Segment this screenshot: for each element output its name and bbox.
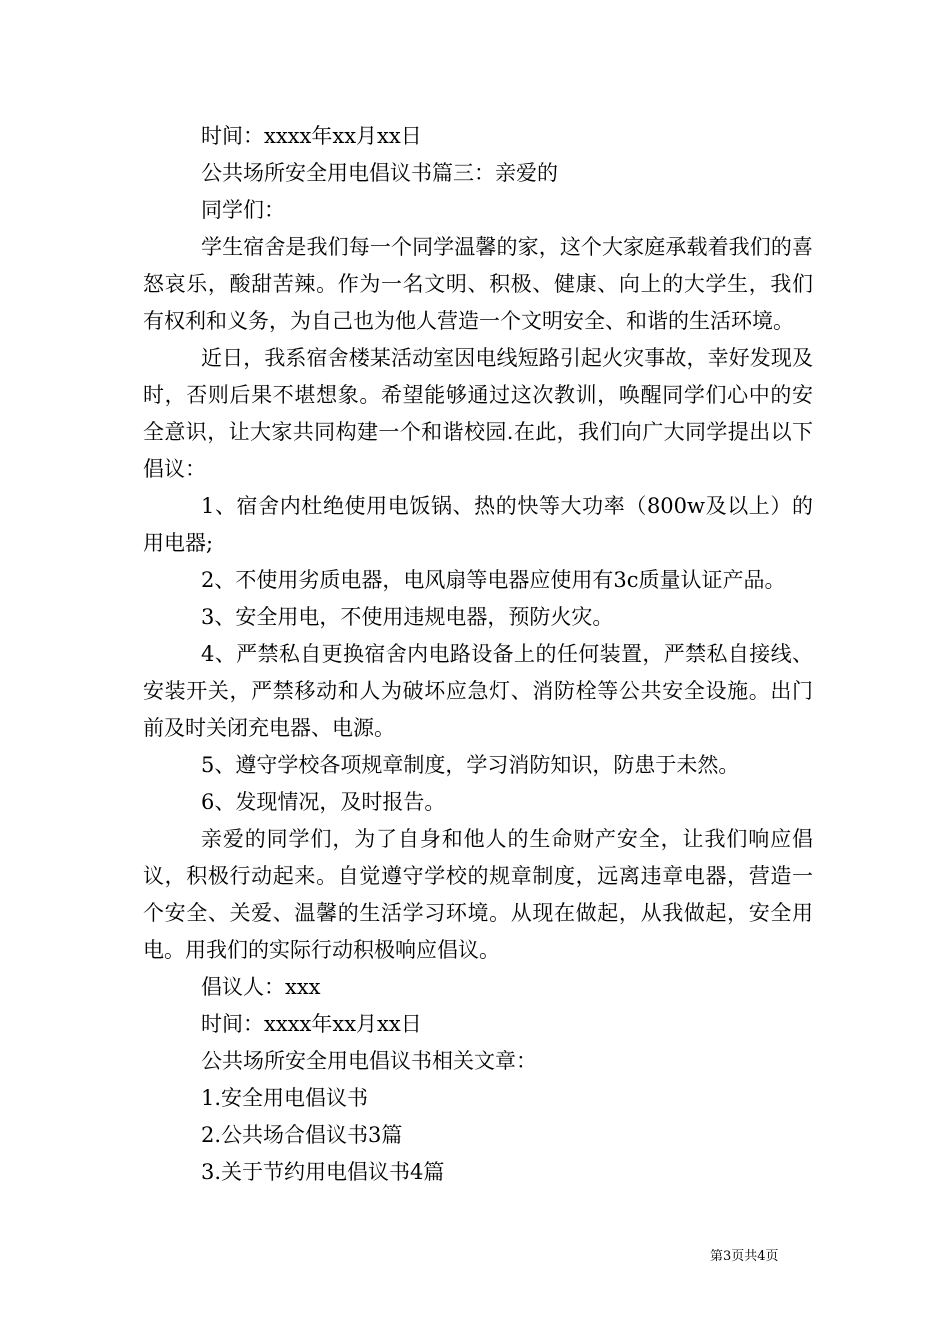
paragraph-intro: 学生宿舍是我们每一个同学温馨的家，这个大家庭承载着我们的喜怒哀乐，酸甜苦辣。作为一名文明、积极、健康、向上的大学生，我们有权利和义务，为自己也为他人营造一个文明安全、和谐的生活环境。: [143, 235, 813, 333]
document-body: [143, 118, 813, 1191]
section-heading: 公共场所安全用电倡议书篇三：亲爱的: [201, 161, 558, 185]
proposal-item-2: 2、不使用劣质电器，电风扇等电器应使用有3c质量认证产品。: [201, 568, 786, 592]
proposal-item-6: 6、发现情况，及时报告。: [201, 790, 446, 814]
related-article-3[interactable]: 3.关于节约用电倡议书4篇: [201, 1160, 445, 1184]
proposal-item-4: 4、严禁私自更换宿舍内电路设备上的任何装置，严禁私自接线、安装开关，严禁移动和人为破坏应急灯、消防栓等公共安全设施。出门前及时关闭充电器、电源。: [143, 642, 813, 740]
date-line: 时间：xxxx年xx月xx日: [201, 124, 422, 148]
related-articles-heading: 公共场所安全用电倡议书相关文章：: [201, 1049, 537, 1073]
date-line-2: 时间：xxxx年xx月xx日: [201, 1012, 422, 1036]
proposal-item-1: 1、宿舍内杜绝使用电饭锅、热的快等大功率（800w及以上）的用电器;: [143, 494, 813, 555]
salutation: 同学们：: [201, 198, 285, 222]
related-article-1[interactable]: 1.安全用电倡议书: [201, 1086, 369, 1110]
paragraph-incident: 近日，我系宿舍楼某活动室因电线短路引起火灾事故，幸好发现及时，否则后果不堪想象。希望能够通过这次教训，唤醒同学们心中的安全意识，让大家共同构建一个和谐校园.在此，我们向广大同学提出以下倡议：: [143, 346, 813, 481]
proposal-item-3: 3、安全用电，不使用违规电器，预防火灾。: [201, 605, 614, 629]
proposal-item-5: 5、遵守学校各项规章制度，学习消防知识，防患于未然。: [201, 753, 740, 777]
paragraph-closing: 亲爱的同学们，为了自身和他人的生命财产安全，让我们响应倡议，积极行动起来。自觉遵守学校的规章制度，远离违章电器，营造一个安全、关爱、温馨的生活学习环境。从现在做起，从我做起，安全用电。用我们的实际行动积极响应倡议。: [143, 827, 813, 962]
related-article-2[interactable]: 2.公共场合倡议书3篇: [201, 1123, 403, 1147]
page-number: 第3页共4页: [710, 1249, 779, 1264]
proposer-line: 倡议人：xxx: [201, 975, 321, 999]
